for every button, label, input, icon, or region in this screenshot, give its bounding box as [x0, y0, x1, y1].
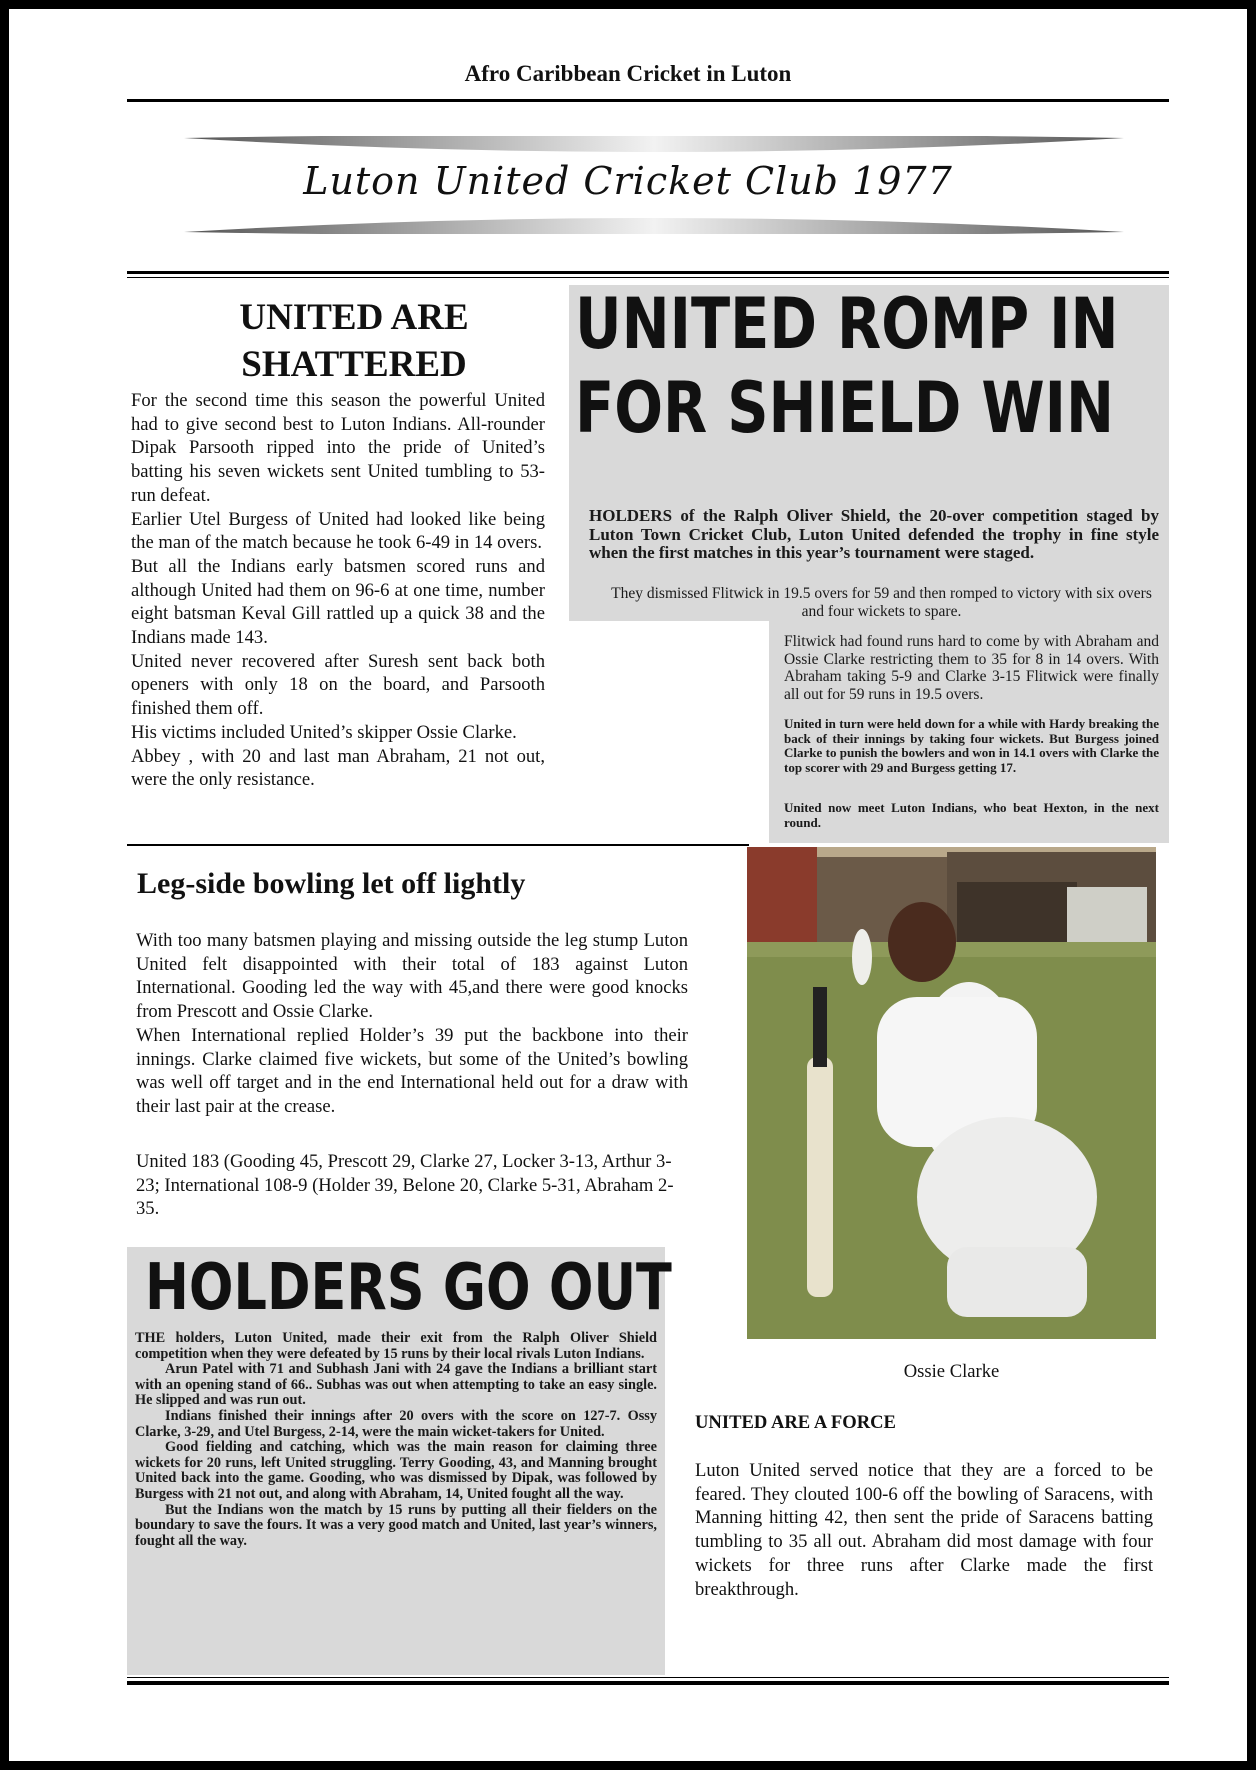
article2-paragraph: With too many batsmen playing and missing outside the leg stump Luton United felt disappointed with their total of 183 against Luton International. Gooding led the way with 45,and there were good knocks from Prescott and Ossie Clarke. — [136, 930, 688, 1023]
header-rule — [127, 99, 1169, 102]
clipping1-paragraph: They dismissed Flitwick in 19.5 overs for 59 and then romped to victory with six overs and four wickets to spare. — [611, 585, 1152, 620]
double-rule-top-2 — [127, 277, 1169, 278]
clipping2-paragraph: Arun Patel with 71 and Subhash Jani with 24 gave the Indians a brilliant start with an opening stand of 66.. Subhas was out when attempting to take an easy single. He slipped and was run out. — [135, 1361, 657, 1409]
clipping2-paragraph: But the Indians won the match by 15 runs by putting all their fielders on the boundary to save the fours. It was a very good match and United, last year’s winners, fought all the way. — [135, 1501, 657, 1549]
article2-title: Leg-side bowling let off lightly — [137, 867, 526, 900]
clipping2-paragraph: Good fielding and catching, which was the main reason for claiming three wickets for 20 runs, left United struggling. Terry Gooding, 43, and Manning brought United back into the game. Gooding, who was dismissed by Dipak, was followed by Burgess with 21 not out, and along with Abraham, 14, United fought all the way. — [135, 1439, 657, 1502]
clipping2-headline: HOLDERS GO OUT — [145, 1251, 672, 1325]
clipping2-paragraph: THE holders, Luton United, made their exit from the Ralph Oliver Shield competition when they were defeated by 15 runs by their local rivals Luton Indians. — [135, 1330, 657, 1362]
footer-rule-1 — [127, 1677, 1169, 1678]
article2-paragraph: When International replied Holder’s 39 put the backbone into their innings. Clarke claimed five wickets, but some of the United’s bowling was well off target and in the end International held out for a draw with their last pair at the crease. — [136, 1024, 688, 1117]
clipping1-newspaper-cutting — [569, 285, 1169, 621]
article1-paragraph: His victims included United’s skipper Ossie Clarke. — [131, 721, 517, 743]
ossie-clarke-photo — [747, 847, 1156, 1339]
clipping1-lead: HOLDERS of the Ralph Oliver Shield, the 20-over competition staged by Luton Town Cricket Club, Luton United defended the trophy in fine style when the first matches in this year’s tournament were staged. — [589, 506, 1159, 562]
article1-paragraph: United never recovered after Suresh sent back both openers with only 18 on the board, and Parsooth finished them off. — [131, 650, 545, 720]
article1-paragraph: Abbey , with 20 and last man Abraham, 21 not out, were the only resistance. — [131, 745, 545, 791]
article2-scorecard: United 183 (Gooding 45, Prescott 29, Clarke 27, Locker 3-13, Arthur 3-23; International 108-9 (Holder 39, Belone 20, Clarke 5-31, Abraham 2-35. — [136, 1151, 674, 1220]
running-header: Afro Caribbean Cricket in Luton — [464, 61, 792, 86]
photo-caption: Ossie Clarke — [903, 1361, 1000, 1382]
article1-title-line2: SHATTERED — [241, 344, 467, 385]
clipping1-paragraph: United now meet Luton Indians, who beat Hexton, in the next round. — [784, 800, 1159, 830]
clipping2-paragraph: Indians finished their innings after 20 overs with the score on 127-7. Ossy Clarke, 3-29, and Utel Burgess, 2-14, were the main wicket-takers for United. — [135, 1407, 657, 1440]
article1-body — [131, 389, 545, 792]
article1-title — [129, 294, 579, 388]
banner-swoosh-bottom — [184, 212, 1124, 234]
article1-title-line1: UNITED ARE — [239, 297, 469, 338]
article1-paragraph: But all the Indians early batsmen scored runs and although United had them on 96-6 at one time, number eight batsman Keval Gill rattled up a quick 38 and the Indians made 143. — [131, 555, 545, 649]
clipping2-newspaper-cutting — [127, 1247, 672, 1675]
clipping1-headline-line2: FOR SHIELD WIN — [575, 367, 1115, 449]
clipping1-headline-line1: UNITED ROMP IN — [575, 283, 1119, 365]
article3-body: Luton United served notice that they are a forced to be feared. They clouted 100-6 off the bowling of Saracens, with Manning hitting 42, then sent the pride of Saracens batting tumbling to 35 all out. Abraham did most damage with four wickets for three runs after Clarke made the first breakthrough. — [695, 1460, 1153, 1600]
banner-title: Luton United Cricket Club 1977 — [303, 159, 953, 203]
clipping1-continuation — [769, 621, 1169, 843]
section-divider — [127, 844, 749, 846]
double-rule-top-1 — [127, 271, 1169, 274]
article1-paragraph: Earlier Utel Burgess of United had looked like being the man of the match because he took 6-49 in 14 overs. — [131, 508, 545, 554]
article1-paragraph: For the second time this season the powerful United had to give second best to Luton Indians. All-rounder Dipak Parsooth ripped into the pride of United’s batting his seven wickets sent United tumbling to 53-run defeat. — [131, 390, 545, 506]
clipping1-paragraph: Flitwick had found runs hard to come by with Abraham and Ossie Clarke restricting them to 35 for 8 in 14 overs. With Abraham taking 5-9 and Clarke 3-15 Flitwick were finally all out for 59 runs in 19.5 overs. — [784, 633, 1159, 703]
article2-body — [136, 929, 688, 1119]
article3-title: UNITED ARE A FORCE — [695, 1412, 896, 1433]
clipping1-paragraph: United in turn were held down for a while with Hardy breaking the back of their innings by taking four wickets. But Burgess joined Clarke to punish the bowlers and won in 14.1 overs with Clarke the top scorer with 29 and Burgess getting 17. — [784, 716, 1159, 775]
banner-swoosh-top — [184, 136, 1124, 158]
page — [9, 9, 1247, 1761]
clipping2-body — [135, 1331, 657, 1549]
footer-rule-2 — [127, 1681, 1169, 1685]
